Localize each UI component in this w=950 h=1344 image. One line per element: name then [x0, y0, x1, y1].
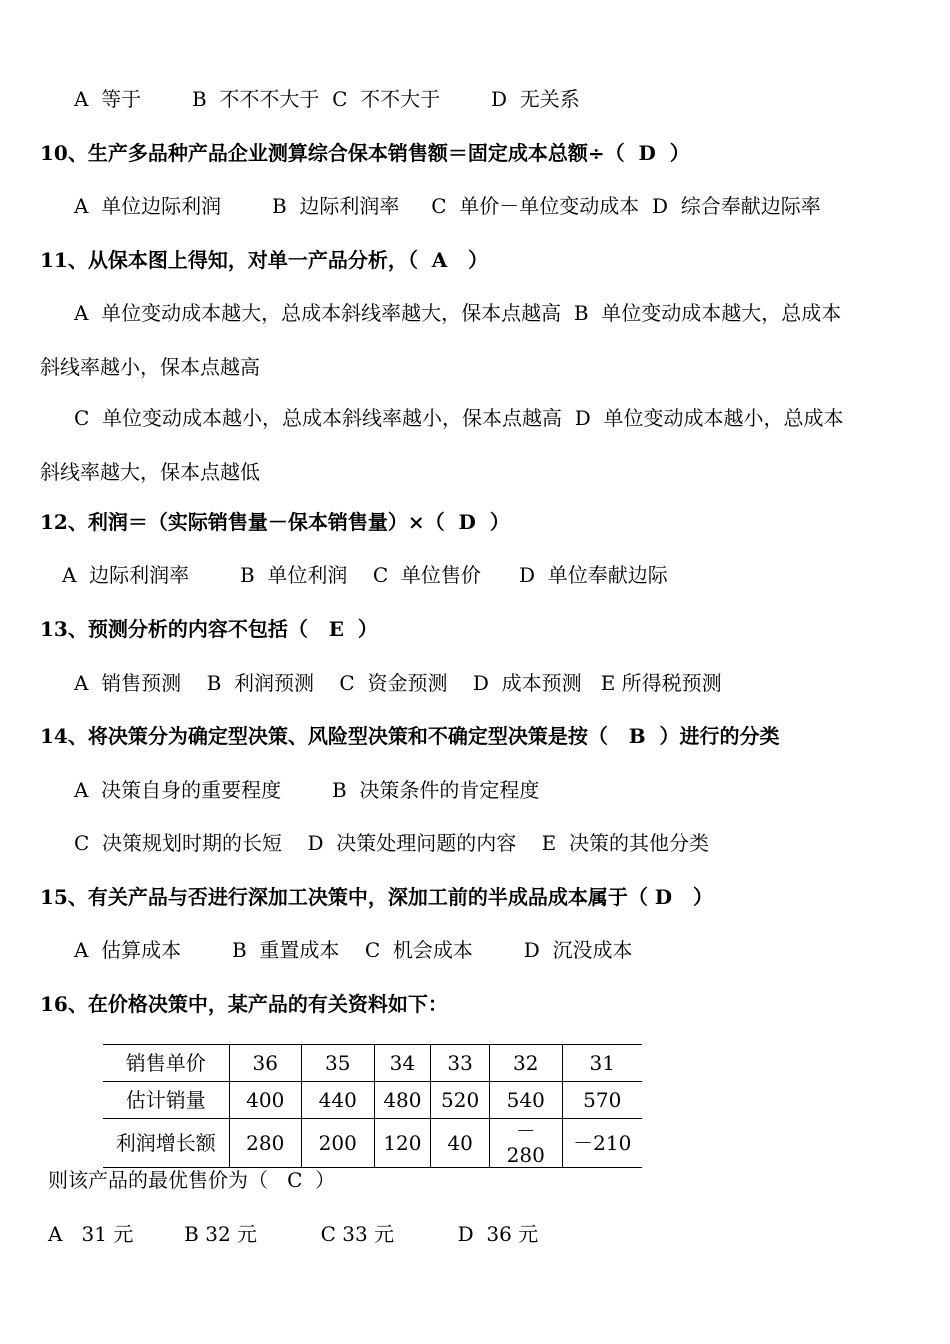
q11-options-cd-line2: 斜线率越大，保本点越低 — [40, 460, 260, 484]
table-cell: 120 — [374, 1119, 431, 1168]
table-cell: 35 — [302, 1045, 375, 1082]
table-cell: 31 — [562, 1045, 642, 1082]
q15-options: A 估算成本 B 重置成本 C 机会成本 D 沉没成本 — [74, 938, 633, 962]
table-cell: 33 — [431, 1045, 490, 1082]
table-row — [103, 1119, 642, 1168]
table-cell: 36 — [229, 1045, 302, 1082]
q12-options: A 边际利润率 B 单位利润 C 单位售价 D 单位奉献边际 — [62, 563, 668, 587]
row-label: 估计销量 — [103, 1082, 229, 1119]
q14-options-line1: A 决策自身的重要程度 B 决策条件的肯定程度 — [74, 778, 540, 802]
row-label: 销售单价 — [103, 1045, 229, 1082]
q10-options: A 单位边际利润 B 边际利润率 C 单价－单位变动成本 D 综合奉献边际率 — [74, 194, 821, 218]
table-row — [103, 1082, 642, 1119]
q11-options-cd-line1: C 单位变动成本越小，总成本斜线率越小，保本点越高 D 单位变动成本越小，总成本 — [74, 406, 844, 430]
stacked-value-bottom: 280 — [506, 1143, 545, 1167]
table-cell: 520 — [431, 1082, 490, 1119]
q11-options-ab-line2: 斜线率越小，保本点越高 — [40, 355, 260, 379]
q10-question: 10、生产多品种产品企业测算综合保本销售额＝固定成本总额÷（ D ） — [40, 141, 690, 165]
table-cell-stacked — [490, 1119, 563, 1168]
table-cell: －210 — [562, 1119, 642, 1168]
q16-options: A 31 元 B 32 元 C 33 元 D 36 元 — [48, 1222, 539, 1246]
q11-options-ab-line1: A 单位变动成本越大，总成本斜线率越大，保本点越高 B 单位变动成本越大，总成本 — [74, 301, 842, 325]
table-cell: 480 — [374, 1082, 431, 1119]
q13-options: A 销售预测 B 利润预测 C 资金预测 D 成本预测 E 所得税预测 — [74, 671, 722, 695]
table-row — [103, 1045, 642, 1082]
stacked-value-top: － — [515, 1119, 536, 1143]
row-label: 利润增长额 — [103, 1119, 229, 1168]
table-cell: 540 — [490, 1082, 563, 1119]
q12-question: 12、利润＝（实际销售量－保本销售量）×（ D ） — [40, 510, 510, 534]
q16-question: 16、在价格决策中，某产品的有关资料如下： — [40, 992, 448, 1016]
q15-question: 15、有关产品与否进行深加工决策中，深加工前的半成品成本属于（ D ） — [40, 885, 714, 909]
table-cell: 34 — [374, 1045, 431, 1082]
table-cell: 40 — [431, 1119, 490, 1168]
table-cell: 200 — [302, 1119, 375, 1168]
stacked-value — [507, 1119, 545, 1167]
table-cell: 280 — [229, 1119, 302, 1168]
q14-options-line2: C 决策规划时期的长短 D 决策处理问题的内容 E 决策的其他分类 — [74, 831, 709, 855]
table-cell: 570 — [562, 1082, 642, 1119]
q11-question: 11、从保本图上得知，对单一产品分析，（ A ） — [40, 248, 489, 272]
table-cell: 32 — [490, 1045, 563, 1082]
q14-question: 14、将决策分为确定型决策、风险型决策和不确定型决策是按（ B ）进行的分类 — [40, 724, 780, 748]
q13-question: 13、预测分析的内容不包括（ E ） — [40, 617, 378, 641]
table-cell: 400 — [229, 1082, 302, 1119]
price-decision-table — [103, 1044, 642, 1168]
table-cell: 440 — [302, 1082, 375, 1119]
q16-answer-line: 则该产品的最优售价为（ C ） — [48, 1168, 336, 1192]
q9-options: A 等于 B 不不不大于 C 不不大于 D 无关系 — [74, 87, 580, 111]
